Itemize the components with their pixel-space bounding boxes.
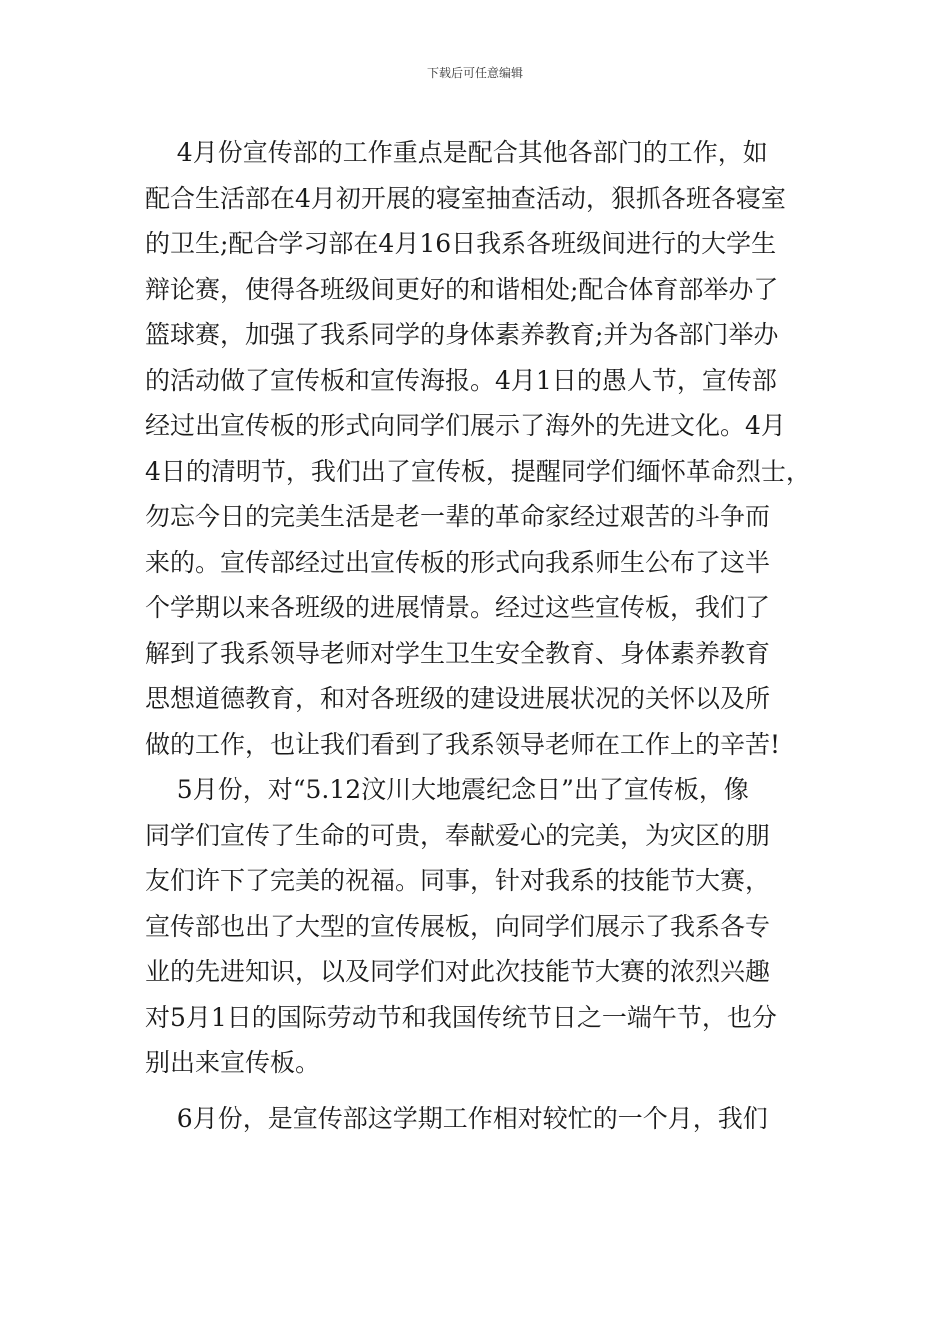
text-line: 做的工作，也让我们看到了我系领导老师在工作上的辛苦! — [145, 729, 781, 759]
text-line: 个学期以来各班级的进展情景。经过这些宣传板，我们了 — [145, 593, 771, 622]
document-body — [145, 130, 810, 1141]
text-line: 辩论赛，使得各班级间更好的和谐相处;配合体育部举办了 — [145, 274, 779, 304]
text-line: 来的。宣传部经过出宣传板的形式向我系师生公布了这半 — [145, 547, 771, 577]
text-line: 业的先进知识，以及同学们对此次技能节大赛的浓烈兴趣 — [145, 957, 771, 986]
text-line: 经过出宣传板的形式向同学们展示了海外的先进文化。4月 — [145, 411, 786, 440]
text-line: 对5月1日的国际劳动节和我国传统节日之一端午节，也分 — [145, 1002, 777, 1032]
page-header: 下载后可任意编辑 — [426, 66, 523, 80]
text-line: 的活动做了宣传板和宣传海报。4月1日的愚人节，宣传部 — [145, 365, 777, 395]
text-line: 4月份宣传部的工作重点是配合其他各部门的工作，如 — [145, 138, 768, 167]
text-line: 宣传部也出了大型的宣传展板，向同学们展示了我系各专 — [145, 911, 771, 941]
text-line: 同学们宣传了生命的可贵，奉献爱心的完美，为灾区的朋 — [145, 820, 771, 850]
text-line: 5月份，对“5.12汶川大地震纪念日”出了宣传板，像 — [145, 775, 749, 804]
text-line: 别出来宣传板。 — [145, 1048, 321, 1077]
text-line: 勿忘今日的完美生活是老一辈的革命家经过艰苦的斗争而 — [145, 502, 771, 531]
text-line: 6月份，是宣传部这学期工作相对较忙的一个月，我们 — [145, 1103, 768, 1133]
text-line: 篮球赛，加强了我系同学的身体素养教育;并为各部门举办 — [145, 320, 779, 349]
text-line: 4日的清明节，我们出了宣传板，提醒同学们缅怀革命烈士， — [145, 456, 811, 486]
text-line: 的卫生;配合学习部在4月16日我系各班级间进行的大学生 — [145, 229, 777, 258]
text-line: 配合生活部在4月初开展的寝室抽查活动，狠抓各班各寝室 — [145, 183, 786, 213]
text-line: 友们许下了完美的祝福。同事，针对我系的技能节大赛， — [145, 866, 771, 895]
text-line: 思想道德教育，和对各班级的建设进展状况的关怀以及所 — [145, 684, 771, 713]
text-line: 解到了我系领导老师对学生卫生安全教育、身体素养教育 — [145, 638, 771, 668]
